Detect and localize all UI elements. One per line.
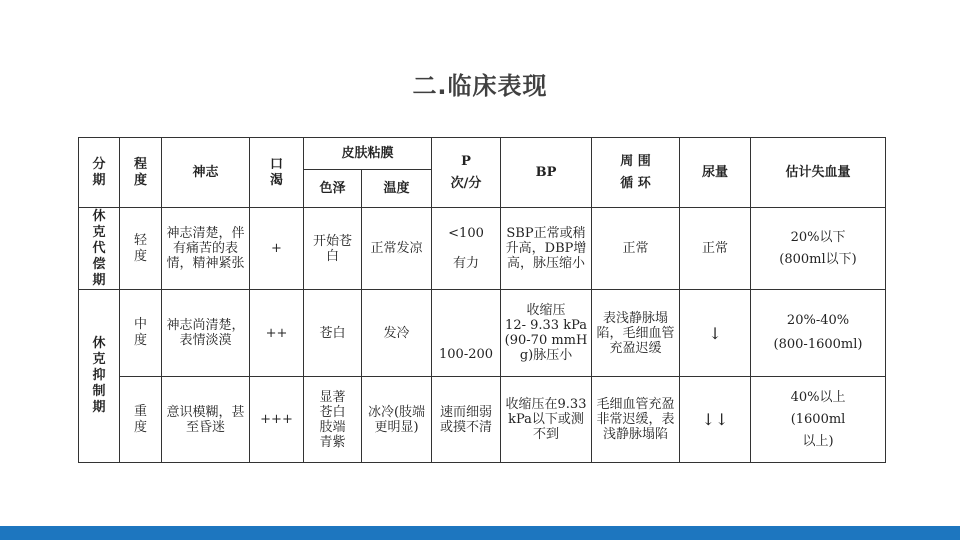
thirst-cell: +++ xyxy=(250,377,304,463)
mind-cell: 神志尚清楚，表情淡漠 xyxy=(162,290,250,377)
color-cell: 苍白 xyxy=(304,290,362,377)
blood-loss-cell: 20%以下 (800ml以下) xyxy=(751,208,886,290)
urine-cell: ↓ xyxy=(680,290,751,377)
shock-clinical-table xyxy=(78,137,886,463)
stage-cell: 休克抑制期 xyxy=(79,290,120,463)
header-row-1 xyxy=(79,138,886,170)
bp-cell: SBP正常或稍升高，DBP增高，脉压缩小 xyxy=(501,208,592,290)
table-row xyxy=(79,208,886,290)
mind-cell: 意识模糊，甚至昏迷 xyxy=(162,377,250,463)
pulse-cell: <100 有力 xyxy=(432,208,501,290)
circulation-cell: 毛细血管充盈非常迟缓，表浅静脉塌陷 xyxy=(592,377,680,463)
header-bp: BP xyxy=(501,138,592,208)
header-circulation: 周 围 循 环 xyxy=(592,138,680,208)
bp-cell: 收缩压 12- 9.33 kPa(90-70 mmHg)脉压小 xyxy=(501,290,592,377)
temperature-cell: 发冷 xyxy=(362,290,432,377)
color-cell: 显著苍白肢端青紫 xyxy=(304,377,362,463)
header-skin-mucosa: 皮肤粘膜 xyxy=(304,138,432,170)
degree-cell: 重度 xyxy=(120,377,162,463)
color-cell: 开始苍白 xyxy=(304,208,362,290)
circulation-cell: 表浅静脉塌陷，毛细血管充盈迟缓 xyxy=(592,290,680,377)
bp-cell: 收缩压在9.33kPa以下或测不到 xyxy=(501,377,592,463)
thirst-cell: ++ xyxy=(250,290,304,377)
degree-cell: 中度 xyxy=(120,290,162,377)
urine-cell: ↓↓ xyxy=(680,377,751,463)
header-color: 色泽 xyxy=(304,170,362,208)
pulse-cell: 100-200 xyxy=(432,290,501,377)
pulse-cell: 速而细弱或摸不清 xyxy=(432,377,501,463)
header-stage: 分期 xyxy=(79,138,120,208)
blood-loss-cell: 40%以上 (1600ml 以上) xyxy=(751,377,886,463)
header-mind: 神志 xyxy=(162,138,250,208)
header-pulse: P 次/分 xyxy=(432,138,501,208)
bottom-accent-bar xyxy=(0,526,960,540)
stage-cell: 休克代偿期 xyxy=(79,208,120,290)
table-row xyxy=(79,290,886,377)
temperature-cell: 冰冷(肢端更明显) xyxy=(362,377,432,463)
header-thirst: 口渴 xyxy=(250,138,304,208)
urine-cell: 正常 xyxy=(680,208,751,290)
mind-cell: 神志清楚，伴有痛苦的表情，精神紧张 xyxy=(162,208,250,290)
header-temperature: 温度 xyxy=(362,170,432,208)
degree-cell: 轻度 xyxy=(120,208,162,290)
thirst-cell: + xyxy=(250,208,304,290)
blood-loss-cell: 20%-40% (800-1600ml) xyxy=(751,290,886,377)
table-row xyxy=(79,377,886,463)
header-degree: 程度 xyxy=(120,138,162,208)
temperature-cell: 正常发凉 xyxy=(362,208,432,290)
header-urine: 尿量 xyxy=(680,138,751,208)
header-blood-loss: 估计失血量 xyxy=(751,138,886,208)
slide-title: 二.临床表现 xyxy=(412,72,548,100)
circulation-cell: 正常 xyxy=(592,208,680,290)
